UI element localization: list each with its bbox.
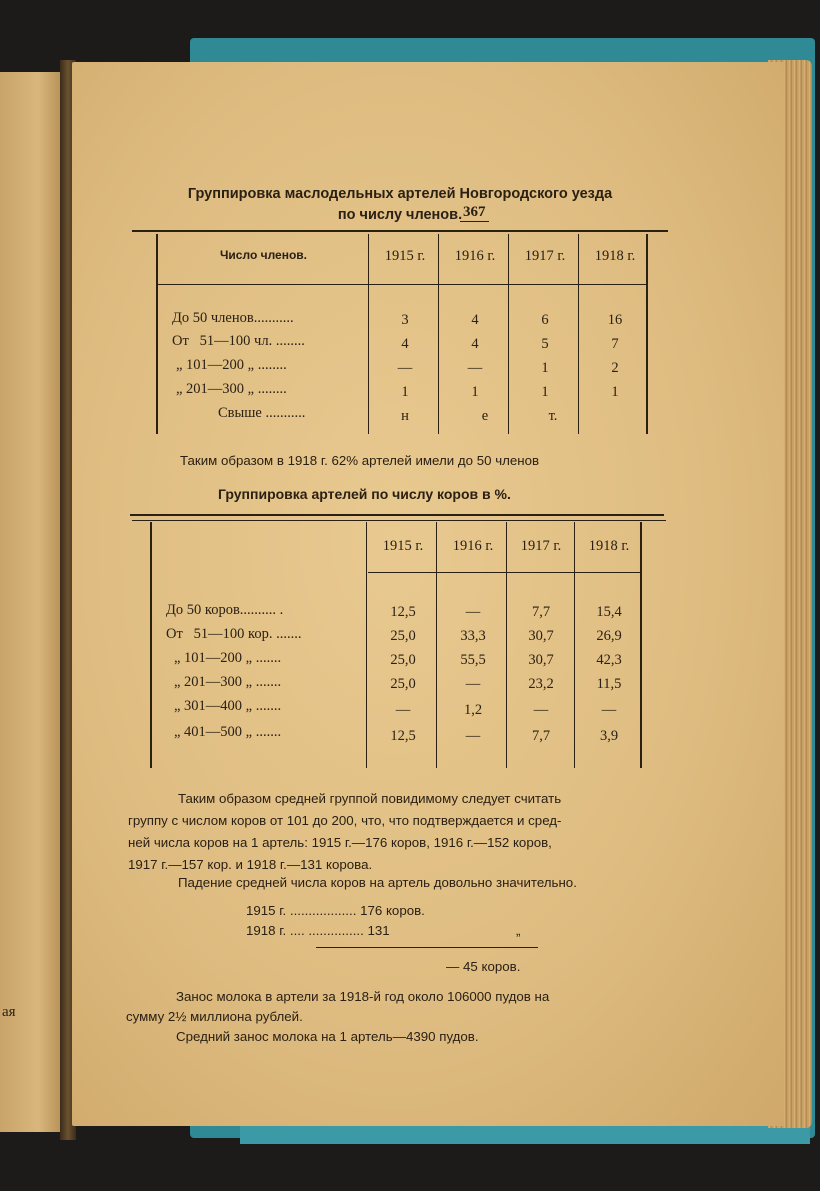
cell: —	[533, 702, 549, 718]
calc-rule	[316, 947, 538, 948]
calc-row: 1918 г. .... ............... 131	[246, 923, 390, 938]
book-page	[72, 62, 784, 1126]
cell: н	[401, 408, 409, 424]
calc-row: 1915 г. .................. 176 коров.	[246, 903, 425, 918]
left-page	[0, 72, 64, 1132]
cell: —	[601, 702, 617, 718]
cell: 16	[607, 312, 623, 328]
text-line: группу с числом коров от 101 до 200, что, что подтверждается и сред-	[128, 813, 562, 828]
table2-col-rule	[366, 522, 367, 768]
table2-top-rule-2	[132, 520, 666, 521]
table2-year-header: 1918 г.	[588, 538, 630, 554]
table1-header-label: Число членов.	[220, 248, 308, 262]
paragraph2: Падение средней числа коров на артель довольно значительно.	[178, 875, 577, 890]
cell: 6	[541, 312, 549, 328]
row-label: От 51—100 чл. ........	[172, 333, 305, 349]
table1-col-rule	[368, 234, 369, 434]
table2-top-rule	[130, 514, 664, 516]
table1-title-line1: Группировка маслодельных артелей Новгородского уезда	[187, 186, 613, 202]
text-line: Таким образом средней группой повидимому следует считать	[178, 791, 562, 806]
table2-left-rule	[150, 522, 152, 768]
cell: 1	[541, 384, 549, 400]
table1-title-line2: по числу членов.	[337, 207, 463, 223]
cell: 23,2	[528, 676, 554, 692]
cell: —	[395, 702, 411, 718]
cell: 1	[611, 384, 619, 400]
row-label: „ 101—200 „ .......	[174, 650, 282, 666]
row-label: „ 401—500 „ .......	[174, 724, 282, 740]
table1-left-rule	[156, 234, 158, 434]
text-line: сумму 2½ миллиона рублей.	[126, 1009, 303, 1024]
row-label: До 50 членов...........	[172, 310, 294, 326]
cell: 25,0	[390, 652, 416, 668]
cell: —	[465, 728, 481, 744]
text-line: 1917 г.—157 кор. и 1918 г.—131 корова.	[128, 857, 373, 872]
cell: т.	[548, 408, 558, 424]
cell: 42,3	[596, 652, 622, 668]
row-label: „ 301—400 „ .......	[174, 698, 282, 714]
cell: 11,5	[596, 676, 622, 692]
cell: 5	[541, 336, 549, 352]
cell: 7	[611, 336, 619, 352]
table1-header-rule	[158, 284, 648, 285]
cell: 15,4	[596, 604, 622, 620]
table1-year-header: 1917 г.	[524, 248, 566, 264]
row-label: „ 201—300 „ ........	[176, 381, 287, 397]
left-page-fragment: ая	[2, 1004, 16, 1020]
cell: 12,5	[390, 604, 416, 620]
text-line: Занос молока в артели за 1918-й год около 106000 пудов на	[176, 989, 550, 1004]
table1-year-header: 1916 г.	[454, 248, 496, 264]
cell: 26,9	[596, 628, 622, 644]
table2-year-header: 1915 г.	[382, 538, 424, 554]
cell: 1	[541, 360, 549, 376]
row-label: „ 201—300 „ .......	[174, 674, 282, 690]
cell: е	[481, 408, 489, 424]
cell: 1	[471, 384, 479, 400]
table1-year-header: 1915 г.	[384, 248, 426, 264]
cell: 1	[401, 384, 409, 400]
table2-year-header: 1916 г.	[452, 538, 494, 554]
cell: 33,3	[460, 628, 486, 644]
cell: 25,0	[390, 676, 416, 692]
cell: 2	[611, 360, 619, 376]
note1: Таким образом в 1918 г. 62% артелей имели до 50 членов	[180, 453, 540, 468]
cell: 30,7	[528, 628, 554, 644]
row-label: „ 101—200 „ ........	[176, 357, 287, 373]
cell: —	[467, 360, 483, 376]
cell: 3,9	[599, 728, 619, 744]
table1-top-rule	[132, 230, 668, 232]
paragraph4: Средний занос молока на 1 артель—4390 пудов.	[176, 1029, 479, 1044]
page-number: 367	[460, 204, 489, 222]
calc-result: — 45 коров.	[446, 959, 521, 974]
table1-year-header: 1918 г.	[594, 248, 636, 264]
cell: 12,5	[390, 728, 416, 744]
table2-title: Группировка артелей по числу коров в %.	[218, 486, 511, 502]
cell: 30,7	[528, 652, 554, 668]
table1-title	[140, 184, 660, 226]
calc-ditto-mark: „	[516, 923, 521, 938]
row-label: Свыше ...........	[218, 405, 306, 421]
cell: 25,0	[390, 628, 416, 644]
text-line: ней числа коров на 1 артель: 1915 г.—176 коров, 1916 г.—152 коров,	[128, 835, 552, 850]
cell: 1,2	[463, 702, 483, 718]
cell: 7,7	[531, 604, 551, 620]
cell: 55,5	[460, 652, 486, 668]
cell: 3	[401, 312, 409, 328]
row-label: До 50 коров.......... .	[166, 602, 284, 618]
cell: 4	[471, 336, 479, 352]
table2-header-rule	[368, 572, 640, 573]
cell: 4	[401, 336, 409, 352]
cell: 7,7	[531, 728, 551, 744]
row-label: От 51—100 кор. .......	[166, 626, 302, 642]
cell: —	[397, 360, 413, 376]
cell: 4	[471, 312, 479, 328]
cell: —	[465, 676, 481, 692]
cell: —	[465, 604, 481, 620]
table2-year-header: 1917 г.	[520, 538, 562, 554]
